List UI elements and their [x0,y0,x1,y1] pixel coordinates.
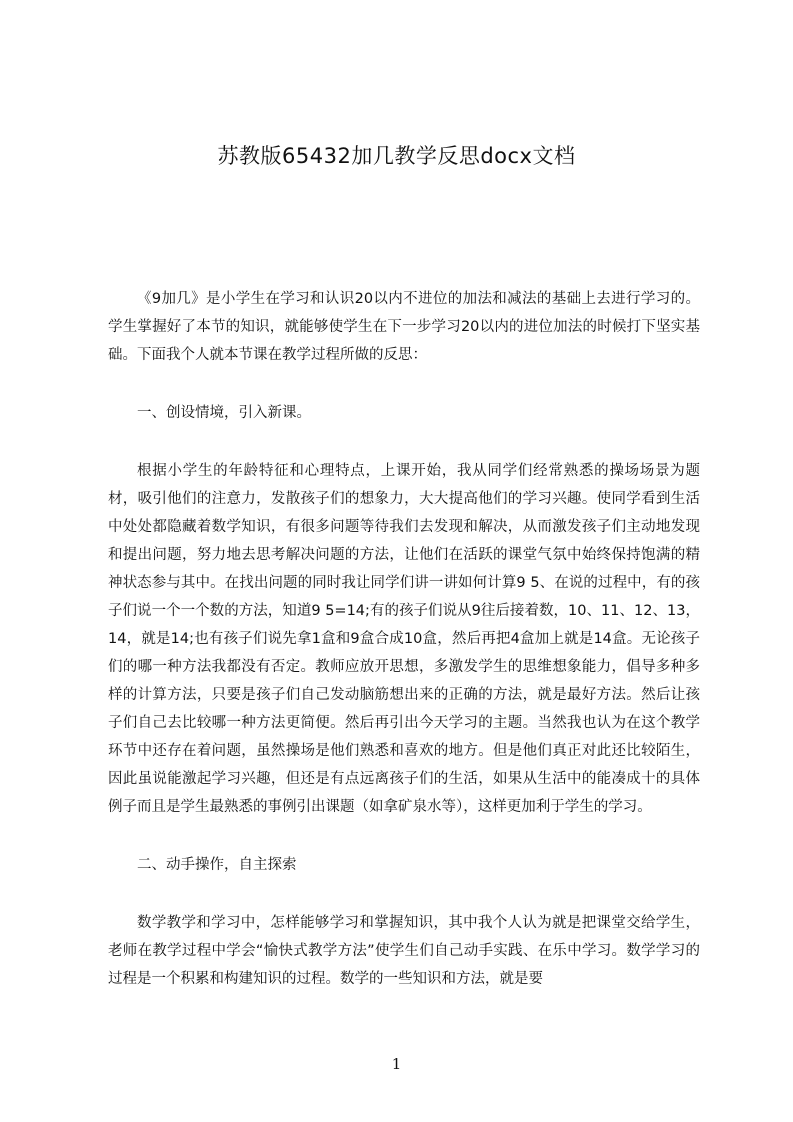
document-body [108,285,700,993]
section-1-paragraph: 根据小学生的年龄特征和心理特点，上课开始，我从同学们经常熟悉的操场场景为题材，吸引他们的注意力，发散孩子们的想象力，大大提高他们的学习兴趣。使同学看到生活中处处都隐藏着数学知识，有很多问题等待我们去发现和解决，从而激发孩子们主动地发现和提出问题，努力地去思考解决问题的方法，让他们在活跃的课堂气氛中始终保持饱满的精神状态参与其中。在找出问题的同时我让同学们讲一讲如何计算9 5、在说的过程中，有的孩子们说一个一个数的方法，知道9 5=14;有的孩子们说从9往后接着数，10、11、12、13，14，就是14;也有孩子们说先拿1盒和9盒合成10盒，然后再把4盒加上就是14盒。无论孩子们的哪一种方法我都没有否定。教师应放开思想，多激发学生的思维想象能力，倡导多种多样的计算方法，只要是孩子们自己发动脑筋想出来的正确的方法，就是最好方法。然后让孩子们自己去比较哪一种方法更简便。然后再引出今天学习的主题。当然我也认为在这个教学环节中还存在着问题，虽然操场是他们熟悉和喜欢的地方。但是他们真正对此还比较陌生，因此虽说能激起学习兴趣，但还是有点远离孩子们的生活，如果从生活中的能凑成十的具体例子而且是学生最熟悉的事例引出课题（如拿矿泉水等），这样更加利于学生的学习。 [108,463,700,815]
intro-paragraph: 《9加几》是小学生在学习和认识20以内不进位的加法和减法的基础上去进行学习的。学生掌握好了本节的知识，就能够使学生在下一步学习20以内的进位加法的时候打下坚实基础。下面我个人就本节课在教学过程所做的反思： [108,291,700,363]
page-number: 1 [391,1055,402,1073]
document-title: 苏教版65432加几教学反思docx文档 [217,144,576,168]
section-heading-1: 一、创设情境，引入新课。 [137,405,311,421]
section-2-paragraph: 数学教学和学习中，怎样能够学习和掌握知识，其中我个人认为就是把课堂交给学生，老师在教学过程中学会“愉快式教学方法”使学生们自己动手实践、在乐中学习。数学学习的过程是一个积累和构建知识的过程。数学的一些知识和方法，就是要 [108,915,700,987]
section-heading-2: 二、动手操作，自主探索 [137,857,297,873]
